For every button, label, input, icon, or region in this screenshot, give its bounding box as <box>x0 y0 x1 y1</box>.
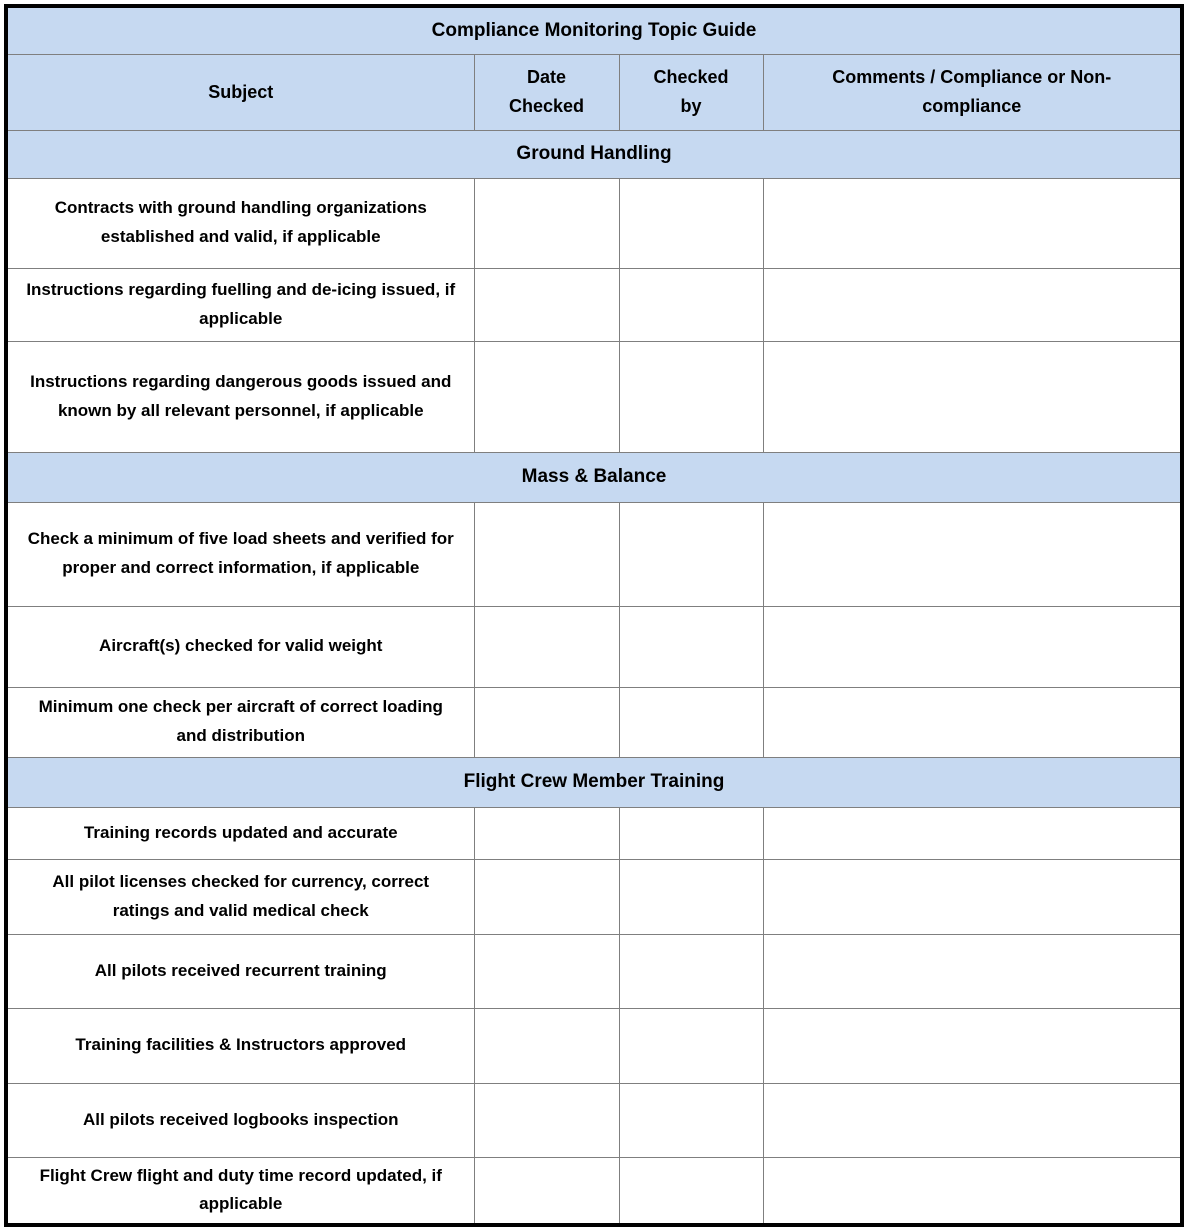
subject-cell: All pilot licenses checked for currency, correct ratings and valid medical check <box>6 859 474 934</box>
table-row <box>6 268 1182 341</box>
section-header-ground-handling: Ground Handling <box>6 130 1182 178</box>
column-header-date-checked <box>474 54 619 130</box>
table-row <box>6 859 1182 934</box>
date-checked-cell[interactable] <box>474 807 619 859</box>
subject-cell: Flight Crew flight and duty time record updated, if applicable <box>6 1157 474 1225</box>
date-checked-cell[interactable] <box>474 606 619 687</box>
checked-by-cell[interactable] <box>619 502 763 606</box>
comments-cell[interactable] <box>763 268 1182 341</box>
comments-cell[interactable] <box>763 341 1182 452</box>
date-checked-cell[interactable] <box>474 1083 619 1157</box>
table-row <box>6 687 1182 757</box>
column-header-checked-by <box>619 54 763 130</box>
subject-cell: Aircraft(s) checked for valid weight <box>6 606 474 687</box>
table-row <box>6 1083 1182 1157</box>
date-checked-cell[interactable] <box>474 1008 619 1083</box>
table-row <box>6 341 1182 452</box>
comments-cell[interactable] <box>763 606 1182 687</box>
subject-cell: Check a minimum of five load sheets and verified for proper and correct information, if applicable <box>6 502 474 606</box>
date-checked-cell[interactable] <box>474 341 619 452</box>
checked-by-cell[interactable] <box>619 606 763 687</box>
subject-cell: All pilots received recurrent training <box>6 934 474 1008</box>
comments-cell[interactable] <box>763 1008 1182 1083</box>
comments-cell[interactable] <box>763 1157 1182 1225</box>
column-header-comments <box>763 54 1182 130</box>
column-header-subject-label: Subject <box>208 81 274 102</box>
table-row <box>6 178 1182 268</box>
subject-cell: Minimum one check per aircraft of correct loading and distribution <box>6 687 474 757</box>
checked-by-cell[interactable] <box>619 687 763 757</box>
subject-cell: Training facilities & Instructors approved <box>6 1008 474 1083</box>
column-header-subject <box>6 54 474 130</box>
comments-cell[interactable] <box>763 859 1182 934</box>
checked-by-cell[interactable] <box>619 1083 763 1157</box>
table-row <box>6 1157 1182 1225</box>
subject-cell: Instructions regarding dangerous goods issued and known by all relevant personnel, if applicable <box>6 341 474 452</box>
checked-by-cell[interactable] <box>619 859 763 934</box>
subject-cell: Training records updated and accurate <box>6 807 474 859</box>
table-row <box>6 1008 1182 1083</box>
date-checked-cell[interactable] <box>474 1157 619 1225</box>
comments-cell[interactable] <box>763 934 1182 1008</box>
table-row <box>6 502 1182 606</box>
table-row <box>6 807 1182 859</box>
date-checked-cell[interactable] <box>474 687 619 757</box>
subject-cell: All pilots received logbooks inspection <box>6 1083 474 1157</box>
date-checked-cell[interactable] <box>474 178 619 268</box>
date-checked-cell[interactable] <box>474 934 619 1008</box>
checked-by-cell[interactable] <box>619 178 763 268</box>
compliance-monitoring-table <box>4 4 1184 1227</box>
checked-by-cell[interactable] <box>619 934 763 1008</box>
column-header-checked-by-label: Checked by <box>653 67 729 116</box>
subject-cell: Instructions regarding fuelling and de-icing issued, if applicable <box>6 268 474 341</box>
column-header-date-checked-label: Date Checked <box>508 67 585 116</box>
date-checked-cell[interactable] <box>474 268 619 341</box>
section-header-mass-balance: Mass & Balance <box>6 452 1182 502</box>
comments-cell[interactable] <box>763 178 1182 268</box>
comments-cell[interactable] <box>763 1083 1182 1157</box>
comments-cell[interactable] <box>763 807 1182 859</box>
comments-cell[interactable] <box>763 687 1182 757</box>
date-checked-cell[interactable] <box>474 502 619 606</box>
checked-by-cell[interactable] <box>619 341 763 452</box>
checked-by-cell[interactable] <box>619 268 763 341</box>
section-header-flight-crew-training: Flight Crew Member Training <box>6 757 1182 807</box>
table-row <box>6 606 1182 687</box>
checked-by-cell[interactable] <box>619 807 763 859</box>
checked-by-cell[interactable] <box>619 1008 763 1083</box>
table-row <box>6 934 1182 1008</box>
checked-by-cell[interactable] <box>619 1157 763 1225</box>
subject-cell: Contracts with ground handling organizations established and valid, if applicable <box>6 178 474 268</box>
comments-cell[interactable] <box>763 502 1182 606</box>
page-title: Compliance Monitoring Topic Guide <box>6 6 1182 54</box>
date-checked-cell[interactable] <box>474 859 619 934</box>
column-header-comments-label: Comments / Compliance or Non-compliance <box>832 67 1112 116</box>
